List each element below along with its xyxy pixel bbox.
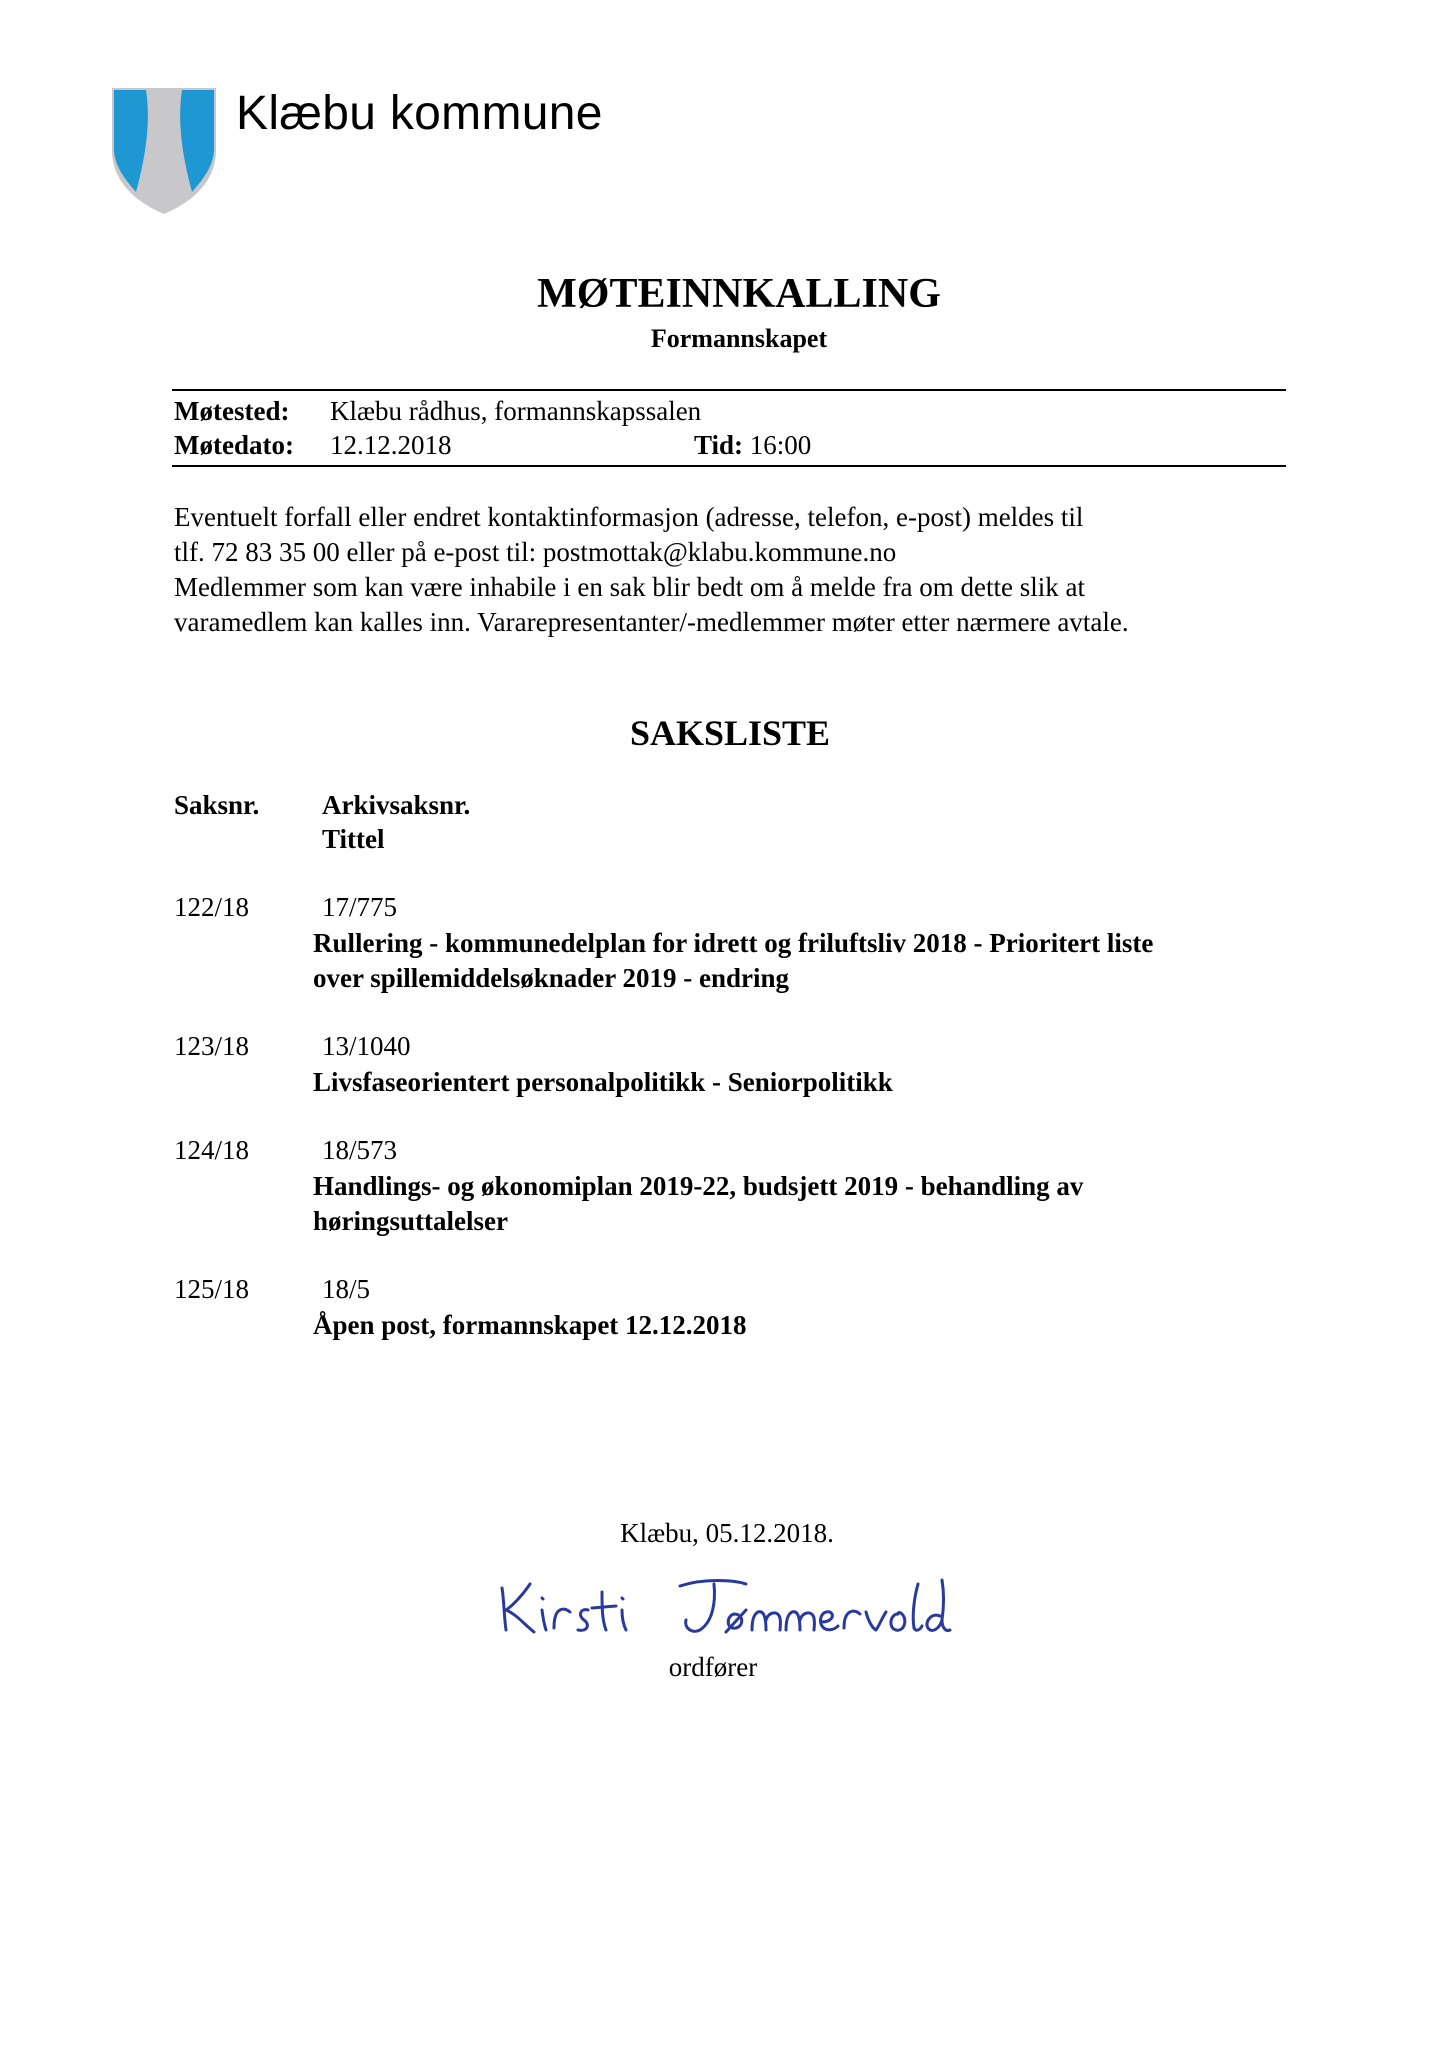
notice-line: Medlemmer som kan være inhabile i en sak blir bedt om å melde fra om dette slik at (174, 572, 1085, 602)
archive-number: 17/775 (322, 892, 398, 922)
agenda-heading: SAKSLISTE (629, 713, 831, 753)
signatory-role: ordfører (668, 1652, 758, 1682)
meeting-place-label: Møtested: (174, 396, 290, 426)
case-number: 125/18 (174, 1274, 250, 1304)
case-number: 123/18 (174, 1031, 250, 1061)
case-title-line: Handlings- og økonomiplan 2019-22, budsjett 2019 - behandling av (313, 1171, 1084, 1201)
notice-line: Eventuelt forfall eller endret kontaktinformasjon (adresse, telefon, e-post) meldes til (174, 502, 1084, 532)
meeting-time-value: 16:00 (749, 430, 812, 460)
meeting-date: 12.12.2018 (330, 430, 452, 460)
notice-line: varamedlem kan kalles inn. Vararepresentanter/-medlemmer møter etter nærmere avtale. (174, 607, 1129, 637)
meeting-date-value (330, 430, 812, 461)
column-header-saksnr: Saksnr. (174, 790, 260, 820)
klaebu-coat-of-arms-logo (112, 86, 216, 216)
case-title-line: Rullering - kommunedelplan for idrett og friluftsliv 2018 - Prioritert liste (313, 928, 1154, 958)
bottom-divider (172, 465, 1286, 467)
meeting-place-value: Klæbu rådhus, formannskapssalen (330, 396, 702, 426)
top-divider (172, 389, 1286, 391)
archive-number: 13/1040 (322, 1031, 411, 1061)
case-title (313, 1169, 1313, 1239)
case-title-line: Livsfaseorientert personalpolitikk - Seniorpolitikk (313, 1067, 893, 1097)
case-title-line: høringsuttalelser (313, 1206, 508, 1236)
meeting-date-row (174, 430, 812, 461)
case-number: 124/18 (174, 1135, 250, 1165)
case-title (313, 926, 1313, 996)
case-title-line: Åpen post, formannskapet 12.12.2018 (313, 1310, 747, 1340)
meeting-time-label: Tid: (694, 430, 744, 460)
column-header-arkivsaksnr: Arkivsaksnr. (322, 790, 471, 820)
column-header-tittel: Tittel (322, 824, 385, 854)
org-name: Klæbu kommune (236, 87, 603, 140)
archive-number: 18/573 (322, 1135, 398, 1165)
case-number: 122/18 (174, 892, 250, 922)
document-subtitle: Formannskapet (650, 324, 828, 353)
notice-paragraph (174, 500, 1314, 640)
handwritten-signature (494, 1570, 954, 1642)
case-title (313, 1065, 1313, 1100)
case-title-line: over spillemiddelsøknader 2019 - endring (313, 963, 790, 993)
notice-line: tlf. 72 83 35 00 eller på e-post til: postmottak@klabu.kommune.no (174, 537, 897, 567)
meeting-time (694, 430, 811, 461)
meeting-date-label: Møtedato: (174, 430, 294, 460)
meeting-place-row (174, 396, 702, 427)
archive-number: 18/5 (322, 1274, 371, 1304)
document-title: MØTEINNKALLING (537, 271, 941, 317)
signoff-place-date: Klæbu, 05.12.2018. (620, 1518, 834, 1548)
case-title (313, 1308, 1313, 1343)
